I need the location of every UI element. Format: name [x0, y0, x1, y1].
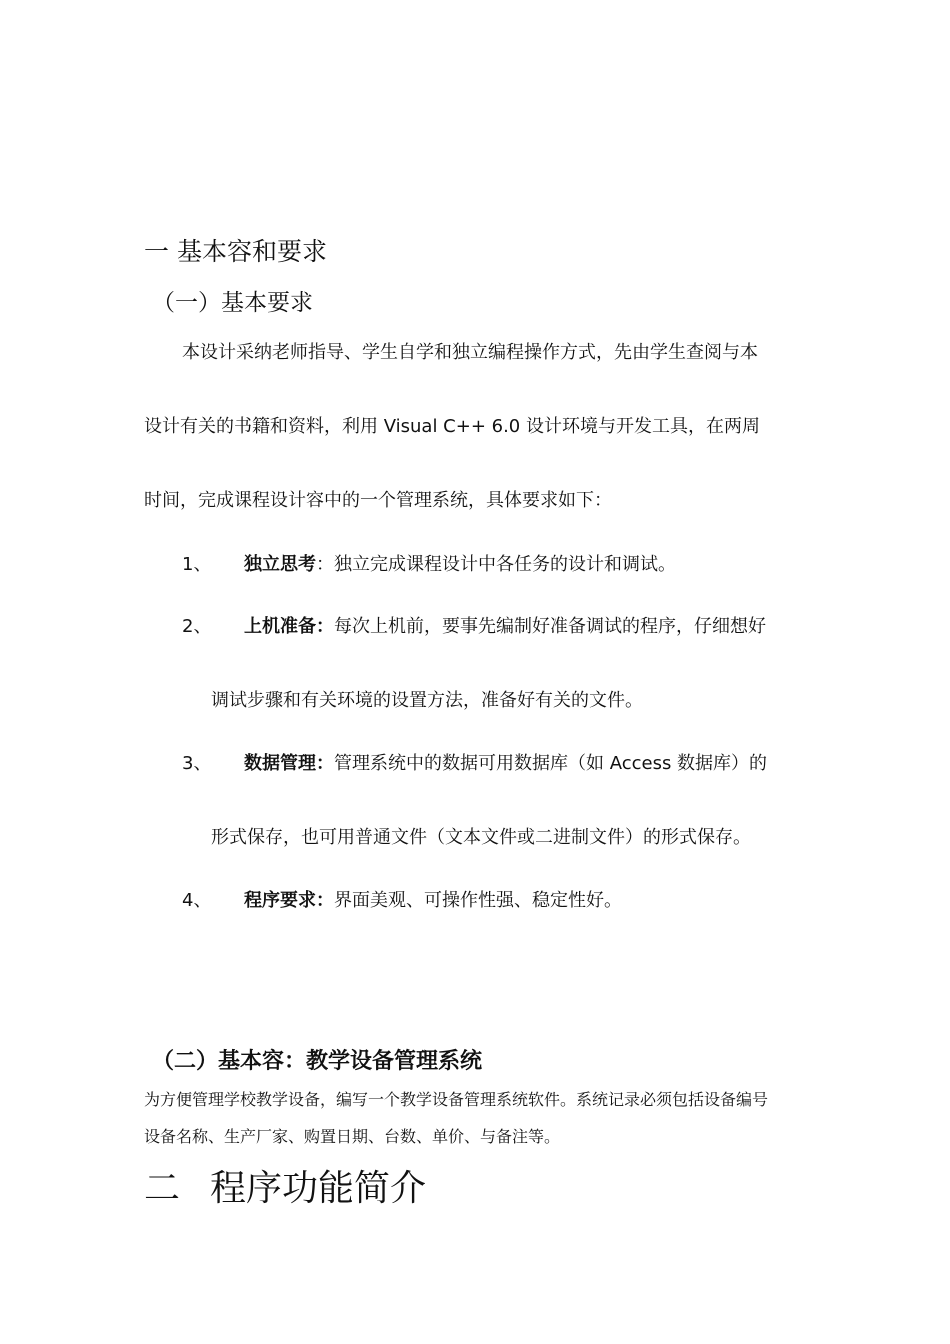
section-heading: 一 基本容和要求	[144, 237, 327, 266]
list-item-label: 独立思考	[244, 554, 316, 575]
list-item-text: 管理系统中的数据可用数据库（如 Access 数据库）的	[334, 753, 768, 774]
list-item-label: 数据管理：	[244, 753, 334, 774]
list-item	[244, 886, 622, 912]
section-title: 程序功能简介	[210, 1168, 427, 1209]
body-line-2: 设备名称、生产厂家、购置日期、台数、单价、与备注等。	[144, 1127, 561, 1146]
list-item-continuation: 调试步骤和有关环境的设置方法，准备好有关的文件。	[211, 690, 643, 711]
intro-line-1: 本设计采纳老师指导、学生自学和独立编程操作方式，先由学生查阅与本	[182, 342, 758, 363]
body-line-1: 为方便管理学校教学设备，编写一个教学设备管理系统软件。系统记录必须包括设备编号	[144, 1090, 769, 1109]
list-item-label: 上机准备：	[244, 616, 334, 637]
section-heading-2	[144, 1160, 426, 1211]
list-item-text: 独立完成课程设计中各任务的设计和调试。	[334, 554, 676, 575]
list-item-text: 每次上机前，要事先编制好准备调试的程序，仔细想好	[334, 616, 766, 637]
section-number: 二	[144, 1168, 181, 1209]
list-item	[244, 749, 767, 775]
list-item	[244, 550, 676, 576]
subsection-heading-2: （二）基本容：教学设备管理系统	[152, 1049, 483, 1074]
intro-line-3: 时间，完成课程设计容中的一个管理系统，具体要求如下：	[144, 490, 612, 511]
list-item-label: 程序要求：	[244, 890, 334, 911]
list-item-number: 1、	[182, 554, 212, 575]
list-item-number: 4、	[182, 890, 212, 911]
list-item-number: 3、	[182, 753, 212, 774]
subsection-heading: （一）基本要求	[152, 290, 313, 316]
list-item-number: 2、	[182, 616, 212, 637]
list-item-separator: ：	[316, 554, 334, 575]
list-item	[244, 612, 766, 638]
list-item-text: 界面美观、可操作性强、稳定性好。	[334, 890, 622, 911]
intro-line-2: 设计有关的书籍和资料，利用 Visual C++ 6.0 设计环境与开发工具，在两周	[144, 416, 760, 437]
list-item-continuation: 形式保存，也可用普通文件（文本文件或二进制文件）的形式保存。	[211, 827, 751, 848]
